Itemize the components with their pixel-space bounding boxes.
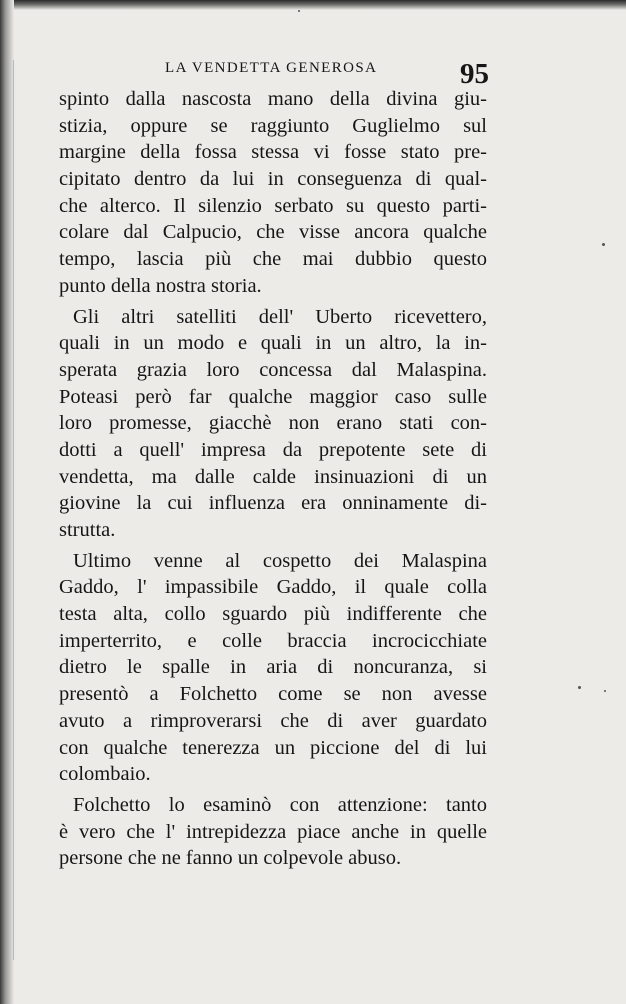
text-line: stizia, oppure se raggiunto Guglielmo sul — [59, 114, 487, 137]
text-body — [59, 86, 487, 876]
text-line: Gli altri satelliti dell' Uberto ricevettero, — [73, 305, 487, 328]
text-line: quali in un modo e quali in un altro, la in- — [59, 332, 487, 355]
page-binding-edge — [0, 0, 14, 1004]
paragraph-1 — [59, 86, 487, 300]
text-line: Gaddo, l' impassibile Gaddo, il quale colla — [59, 576, 487, 599]
text-line: dietro le spalle in aria di noncuranza, si — [59, 656, 487, 679]
text-line: sperata grazia loro concessa dal Malaspina. — [59, 358, 487, 381]
text-line: avuto a rimproverarsi che di aver guardato — [59, 709, 487, 732]
text-line: persone che ne fanno un colpevole abuso. — [59, 847, 402, 870]
text-line: dotti a quell' impresa da prepotente sete di — [59, 438, 487, 461]
text-line: colombaio. — [59, 763, 151, 786]
text-line: Ultimo venne al cospetto dei Malaspina — [73, 549, 487, 572]
paper-speck — [578, 686, 581, 689]
page-top-edge — [0, 0, 626, 10]
running-title: LA VENDETTA GENEROSA — [165, 60, 378, 76]
text-line: imperterrito, e colle braccia incrocicchiate — [59, 629, 487, 652]
paragraph-2 — [59, 304, 487, 544]
text-line: cipitato dentro da lui in conseguenza di qual- — [59, 168, 487, 191]
text-line: spinto dalla nascosta mano della divina giu- — [59, 88, 487, 110]
text-line: vendetta, ma dalle calde insinuazioni di un — [59, 465, 487, 488]
paper-speck — [298, 10, 300, 12]
text-line: Folchetto lo esaminò con attenzione: tanto — [73, 793, 487, 816]
text-line: colare dal Calpucio, che visse ancora qualche — [59, 221, 487, 244]
paper-speck — [602, 243, 605, 246]
text-line: strutta. — [59, 519, 116, 541]
page-number: 95 — [460, 58, 489, 90]
text-line: giovine la cui influenza era onninamente di- — [59, 492, 487, 515]
text-line: con qualche tenerezza un piccione del di lui — [59, 736, 487, 759]
text-line: Poteasi però far qualche maggior caso sulle — [59, 385, 487, 408]
paragraph-3 — [59, 548, 487, 788]
text-line: margine della fossa stessa vi fosse stato pre- — [59, 141, 487, 164]
text-line: presentò a Folchetto come se non avesse — [59, 683, 487, 706]
text-line: punto della nostra storia. — [59, 274, 262, 297]
text-line: testa alta, collo sguardo più indifferente che — [59, 603, 487, 626]
paragraph-4 — [59, 792, 487, 872]
text-line: tempo, lascia più che mai dubbio questo — [59, 248, 487, 271]
paper-speck — [604, 690, 606, 692]
text-line: loro promesse, giacchè non erano stati con- — [59, 412, 487, 435]
text-line: è vero che l' intrepidezza piace anche in quelle — [59, 820, 487, 843]
page-fold-line — [13, 60, 14, 960]
text-line: che alterco. Il silenzio serbato su questo parti- — [59, 194, 487, 217]
